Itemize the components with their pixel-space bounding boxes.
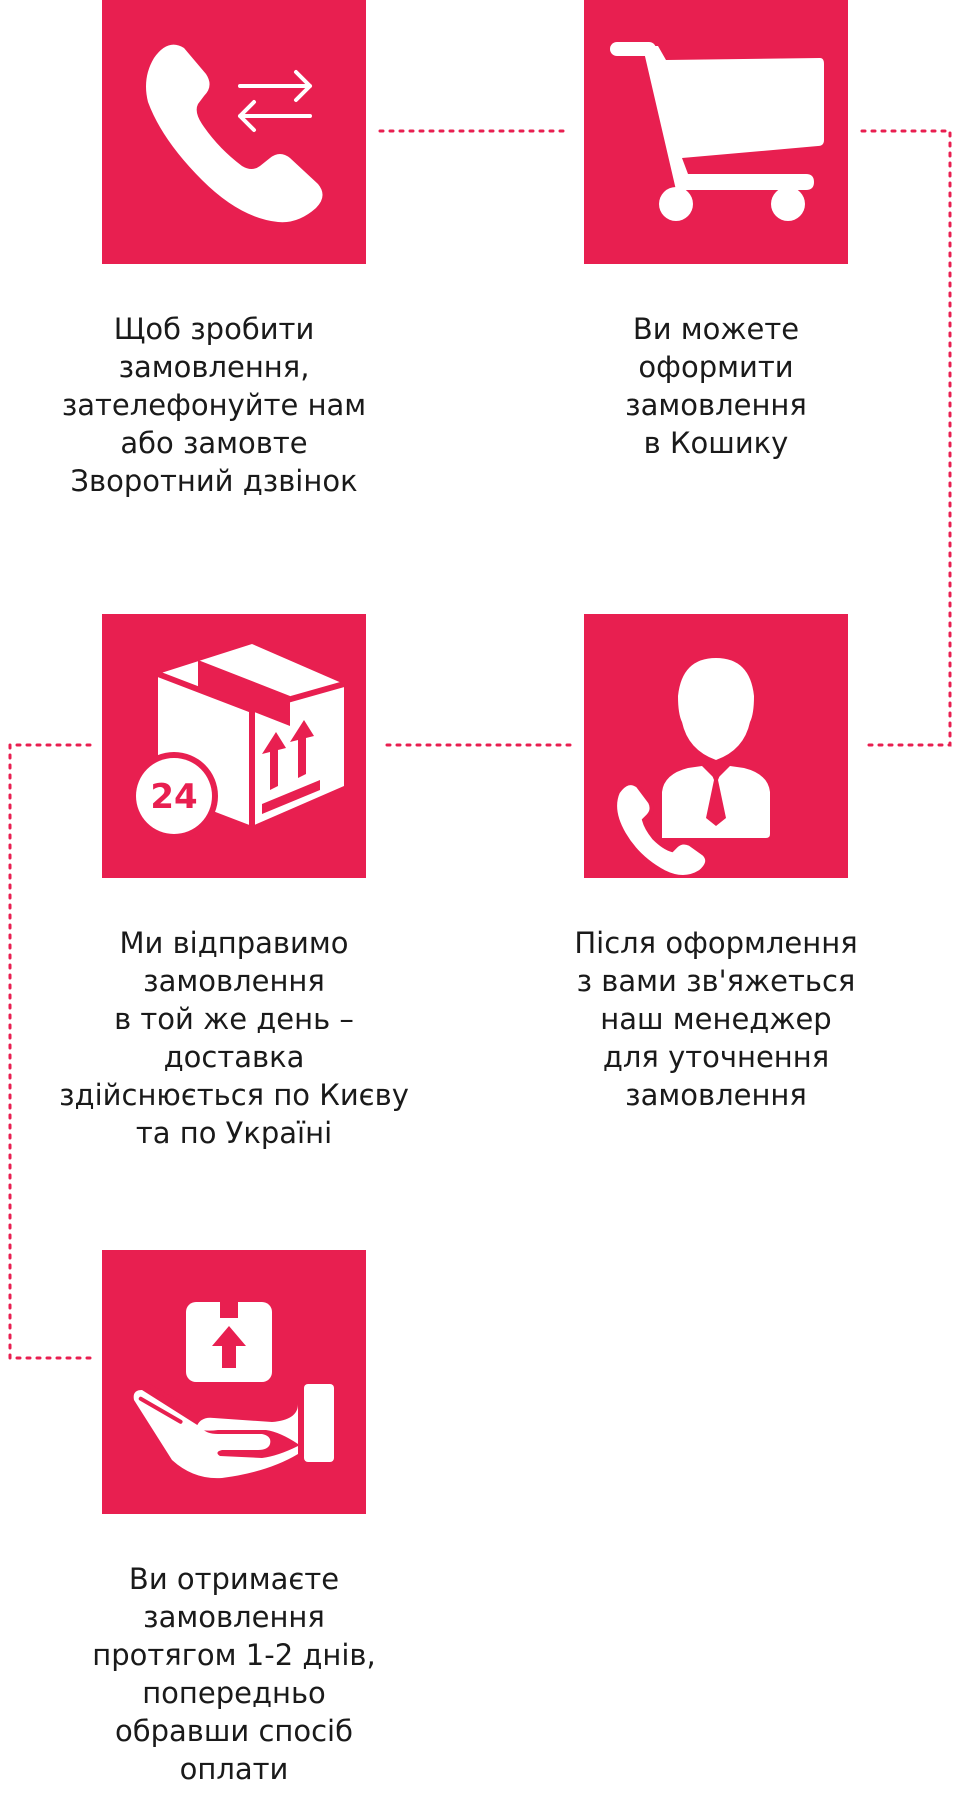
step-3-tile <box>584 614 848 878</box>
step-4-caption: Ми відправимо замовлення в той же день – доставка здійснюється по Києву та по Україні <box>59 926 409 1150</box>
step-2-caption: Ви можете оформити замовлення в Кошику <box>625 312 807 460</box>
shopping-cart-icon <box>584 0 848 264</box>
step-5-caption: Ви отримаєте замовлення протягом 1-2 днів, попередньо обравши спосіб оплати <box>92 1562 376 1786</box>
hand-package-icon <box>102 1250 366 1514</box>
package-24-icon <box>102 614 366 878</box>
step-5-tile <box>102 1250 366 1514</box>
step-1-tile <box>102 0 366 264</box>
step-1-caption: Щоб зробити замовлення, зателефонуйте нам або замовте Зворотний дзвінок <box>61 312 367 498</box>
manager-phone-icon <box>584 614 848 878</box>
step-4-tile <box>102 614 366 878</box>
step-2-tile <box>584 0 848 264</box>
phone-arrows-icon <box>102 0 366 264</box>
badge-24: 24 <box>150 777 198 817</box>
step-3-caption: Після оформлення з вами зв'яжеться наш менеджер для уточнення замовлення <box>574 926 858 1112</box>
